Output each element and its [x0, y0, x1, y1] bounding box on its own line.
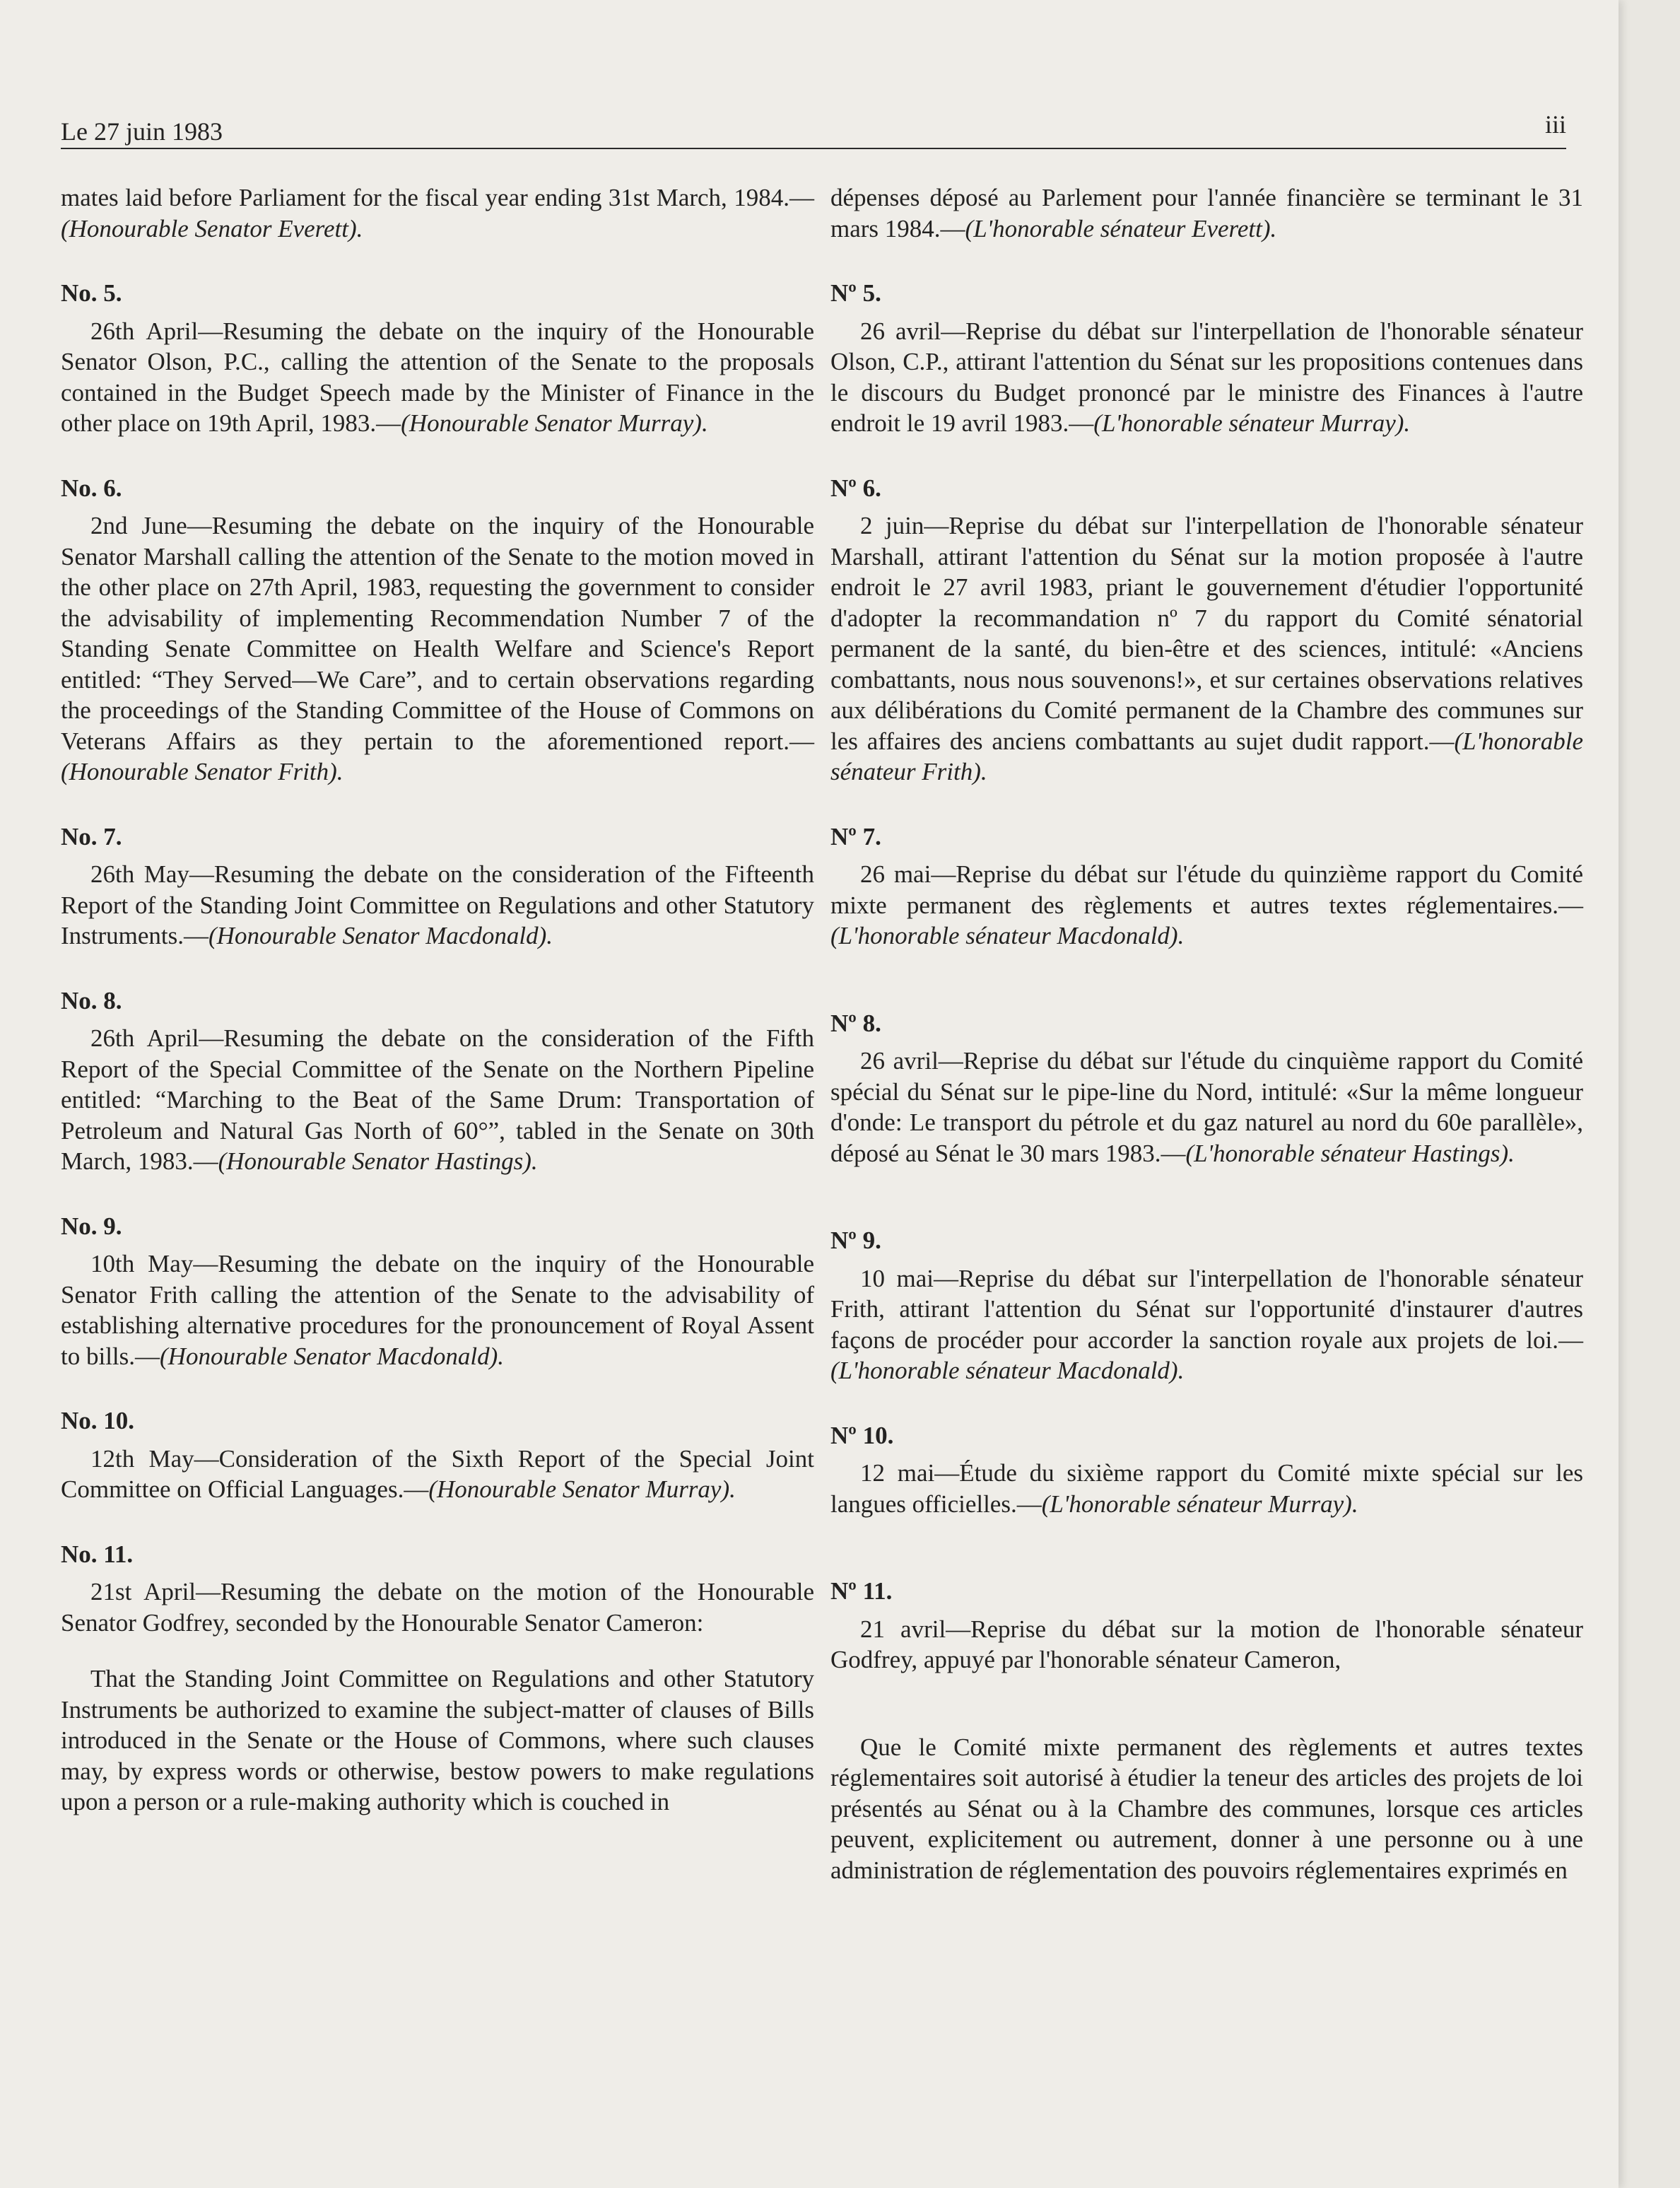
- order-attribution: (Honourable Senator Murray).: [428, 1475, 736, 1503]
- order-body: 12th May—Consideration of the Sixth Report of the Special Joint Committee on Official Languages.—: [61, 1444, 814, 1503]
- order-entry: [830, 1420, 1583, 1520]
- order-attribution: (L'honorable sénateur Macdonald).: [830, 922, 1185, 949]
- order-body: 26 mai—Reprise du débat sur l'étude du quinzième rapport du Comité mixte permanent des règlements et autres textes réglementaires.—: [830, 860, 1583, 919]
- order-text: [830, 1263, 1583, 1386]
- order-body: 21st April—Resuming the debate on the motion of the Honourable Senator Godfrey, seconded by the Honourable Senator Cameron:: [61, 1578, 814, 1637]
- english-column: [61, 182, 814, 1818]
- order-body: 10 mai—Reprise du débat sur l'interpellation de l'honorable sénateur Frith, attirant l'attention du Sénat sur l'opportunité d'instaurer d'autres façons de procéder pour accorder la sanction royale aux projets de loi.—: [830, 1264, 1583, 1354]
- motion-text: That the Standing Joint Committee on Regulations and other Statutory Instruments be authorized to examine the subject-matter of clauses of Bills introduced in the Senate or the House of Commons, where such clauses may, by express words or otherwise, bestow powers to make regulations upon a person or a rule-making authority which is couched in: [61, 1665, 814, 1815]
- order-entry: [61, 1211, 814, 1372]
- order-attribution: (L'honorable sénateur Murray).: [1093, 409, 1411, 437]
- order-heading: Nº 8.: [830, 1009, 881, 1037]
- motion-text: Que le Comité mixte permanent des règlements et autres textes réglementaires soit autorisé à étudier la teneur des articles des projets de loi présentés au Sénat ou à la Chambre des communes, lorsque ces articles peuvent, explicitement ou autrement, donner à une personne ou à une administration de réglementation des pouvoirs réglementaires exprimés en: [830, 1733, 1583, 1884]
- order-text: [61, 859, 814, 952]
- order-body: 26 avril—Reprise du débat sur l'étude du cinquième rapport du Comité spécial du Sénat sur le pipe-line du Nord, intitulé: «Sur la même longueur d'onde: Le transport du pétrole et du gaz naturel au nord du 60e parallèle», déposé au Sénat le 30 mars 1983.—: [830, 1047, 1583, 1167]
- order-body: 26th April—Resuming the debate on the inquiry of the Honourable Senator Olson, P.C., calling the attention of the Senate to the proposals contained in the Budget Speech made by the Minister of Finance in the other place on 19th April, 1983.—: [61, 317, 814, 437]
- order-heading: Nº 7.: [830, 822, 881, 850]
- header-date: Le 27 juin 1983: [61, 117, 223, 146]
- order-text: [830, 510, 1583, 788]
- order-heading: No. 9.: [61, 1212, 122, 1240]
- order-heading: No. 7.: [61, 822, 122, 850]
- order-heading: No. 5.: [61, 279, 122, 307]
- order-attribution: (L'honorable sénateur Macdonald).: [830, 1357, 1185, 1384]
- order-heading: No. 6.: [61, 474, 122, 502]
- order-heading: Nº 6.: [830, 474, 881, 502]
- order-entry: [830, 821, 1583, 952]
- header-rule: [61, 148, 1566, 149]
- order-attribution: (Honourable Senator Frith).: [61, 758, 343, 785]
- order-text: [830, 316, 1583, 439]
- order-entry: [61, 278, 814, 439]
- order-heading: No. 10.: [61, 1407, 135, 1434]
- order-heading: No. 11.: [61, 1540, 134, 1568]
- order-text: [61, 1248, 814, 1371]
- order-attribution: (Honourable Senator Macdonald).: [160, 1342, 505, 1370]
- order-heading: Nº 11.: [830, 1577, 893, 1605]
- order-entry: [61, 821, 814, 952]
- order-entry: [830, 473, 1583, 788]
- order-text: [61, 510, 814, 788]
- intro-body: dépenses déposé au Parlement pour l'année financière se terminant le 31 mars 1984.—: [830, 184, 1583, 242]
- order-text: [830, 1458, 1583, 1519]
- order-entry: [61, 473, 814, 788]
- order-body: 10th May—Resuming the debate on the inquiry of the Honourable Senator Frith calling the attention of the Senate to the advisability of establishing alternative procedures for the pronouncement of Royal Assent to bills.—: [61, 1250, 814, 1370]
- order-body: 2 juin—Reprise du débat sur l'interpellation de l'honorable sénateur Marshall, attirant l'attention du Sénat sur la motion proposée à l'autre endroit le 27 avril 1983, priant le gouvernement d'étudier l'opportunité d'adopter la recommandation nº 7 du rapport du Comité sénatorial permanent de la santé, du bien-être et des sciences, intitulé: «Anciens combattants, nous nous souvenons!», et sur certaines observations relatives aux délibérations du Comité permanent de la Chambre des communes sur les affaires des anciens combattants au sujet dudit rapport.—: [830, 512, 1583, 755]
- order-text: [61, 316, 814, 439]
- order-attribution: (Honourable Senator Murray).: [401, 409, 708, 437]
- order-entry: [61, 985, 814, 1177]
- order-entry: [830, 278, 1583, 439]
- order-body: 12 mai—Étude du sixième rapport du Comité mixte spécial sur les langues officielles.—: [830, 1459, 1583, 1518]
- order-entry: [61, 1539, 814, 1639]
- order-heading: Nº 9.: [830, 1227, 881, 1254]
- french-column: [830, 182, 1583, 1885]
- order-text: [830, 1046, 1583, 1169]
- order-entry: [830, 1008, 1583, 1169]
- intro-paragraph: [830, 182, 1583, 244]
- order-attribution: (Honourable Senator Hastings).: [218, 1147, 538, 1175]
- order-text: [830, 1614, 1583, 1675]
- order-body: 26th May—Resuming the debate on the consideration of the Fifteenth Report of the Standing Joint Committee on Regulations and other Statutory Instruments.—: [61, 860, 814, 949]
- order-text: [61, 1444, 814, 1505]
- order-heading: Nº 10.: [830, 1421, 894, 1449]
- order-entry: [61, 1405, 814, 1505]
- order-entry: [830, 1576, 1583, 1675]
- order-text: [830, 859, 1583, 952]
- page-header: [61, 110, 1566, 152]
- intro-attribution: (Honourable Senator Everett).: [61, 214, 363, 242]
- order-body: 2nd June—Resuming the debate on the inquiry of the Honourable Senator Marshall calling the attention of the Senate to the motion moved in the other place on 27th April, 1983, requesting the government to consider the advisability of implementing Recommendation Number 7 of the Standing Senate Committee on Health Welfare and Science's Report entitled: “They Served—We Care”, and to certain observations regarding the proceedings of the Standing Committee of the House of Commons on Veterans Affairs as they pertain to the aforementioned report.—: [61, 512, 814, 755]
- order-text: [61, 1576, 814, 1638]
- order-body: 21 avril—Reprise du débat sur la motion de l'honorable sénateur Godfrey, appuyé par l'honorable sénateur Cameron,: [830, 1615, 1583, 1673]
- page-number: iii: [1544, 110, 1566, 139]
- order-body: 26 avril—Reprise du débat sur l'interpellation de l'honorable sénateur Olson, C.P., attirant l'attention du Sénat sur les propositions contenues dans le discours du Budget prononcé par le ministre des Finances à l'autre endroit le 19 avril 1983.—: [830, 317, 1583, 437]
- order-attribution: (Honourable Senator Macdonald).: [208, 922, 553, 949]
- intro-paragraph: [61, 182, 814, 244]
- order-attribution: (L'honorable sénateur Frith).: [830, 727, 1583, 785]
- order-attribution: (L'honorable sénateur Murray).: [1041, 1490, 1358, 1518]
- order-body: 26th April—Resuming the debate on the consideration of the Fifth Report of the Special Committee of the Senate on the Northern Pipeline entitled: “Marching to the Beat of the Same Drum: Transportation of Petroleum and Natural Gas North of 60°”, tabled in the Senate on 30th March, 1983.—: [61, 1024, 814, 1175]
- order-heading: Nº 5.: [830, 279, 881, 307]
- intro-body: mates laid before Parliament for the fiscal year ending 31st March, 1984.—: [61, 184, 814, 211]
- order-attribution: (L'honorable sénateur Hastings).: [1185, 1139, 1515, 1167]
- order-heading: No. 8.: [61, 986, 122, 1014]
- order-text: [61, 1023, 814, 1177]
- order-entry: [830, 1225, 1583, 1386]
- intro-attribution: (L'honorable sénateur Everett).: [965, 214, 1277, 242]
